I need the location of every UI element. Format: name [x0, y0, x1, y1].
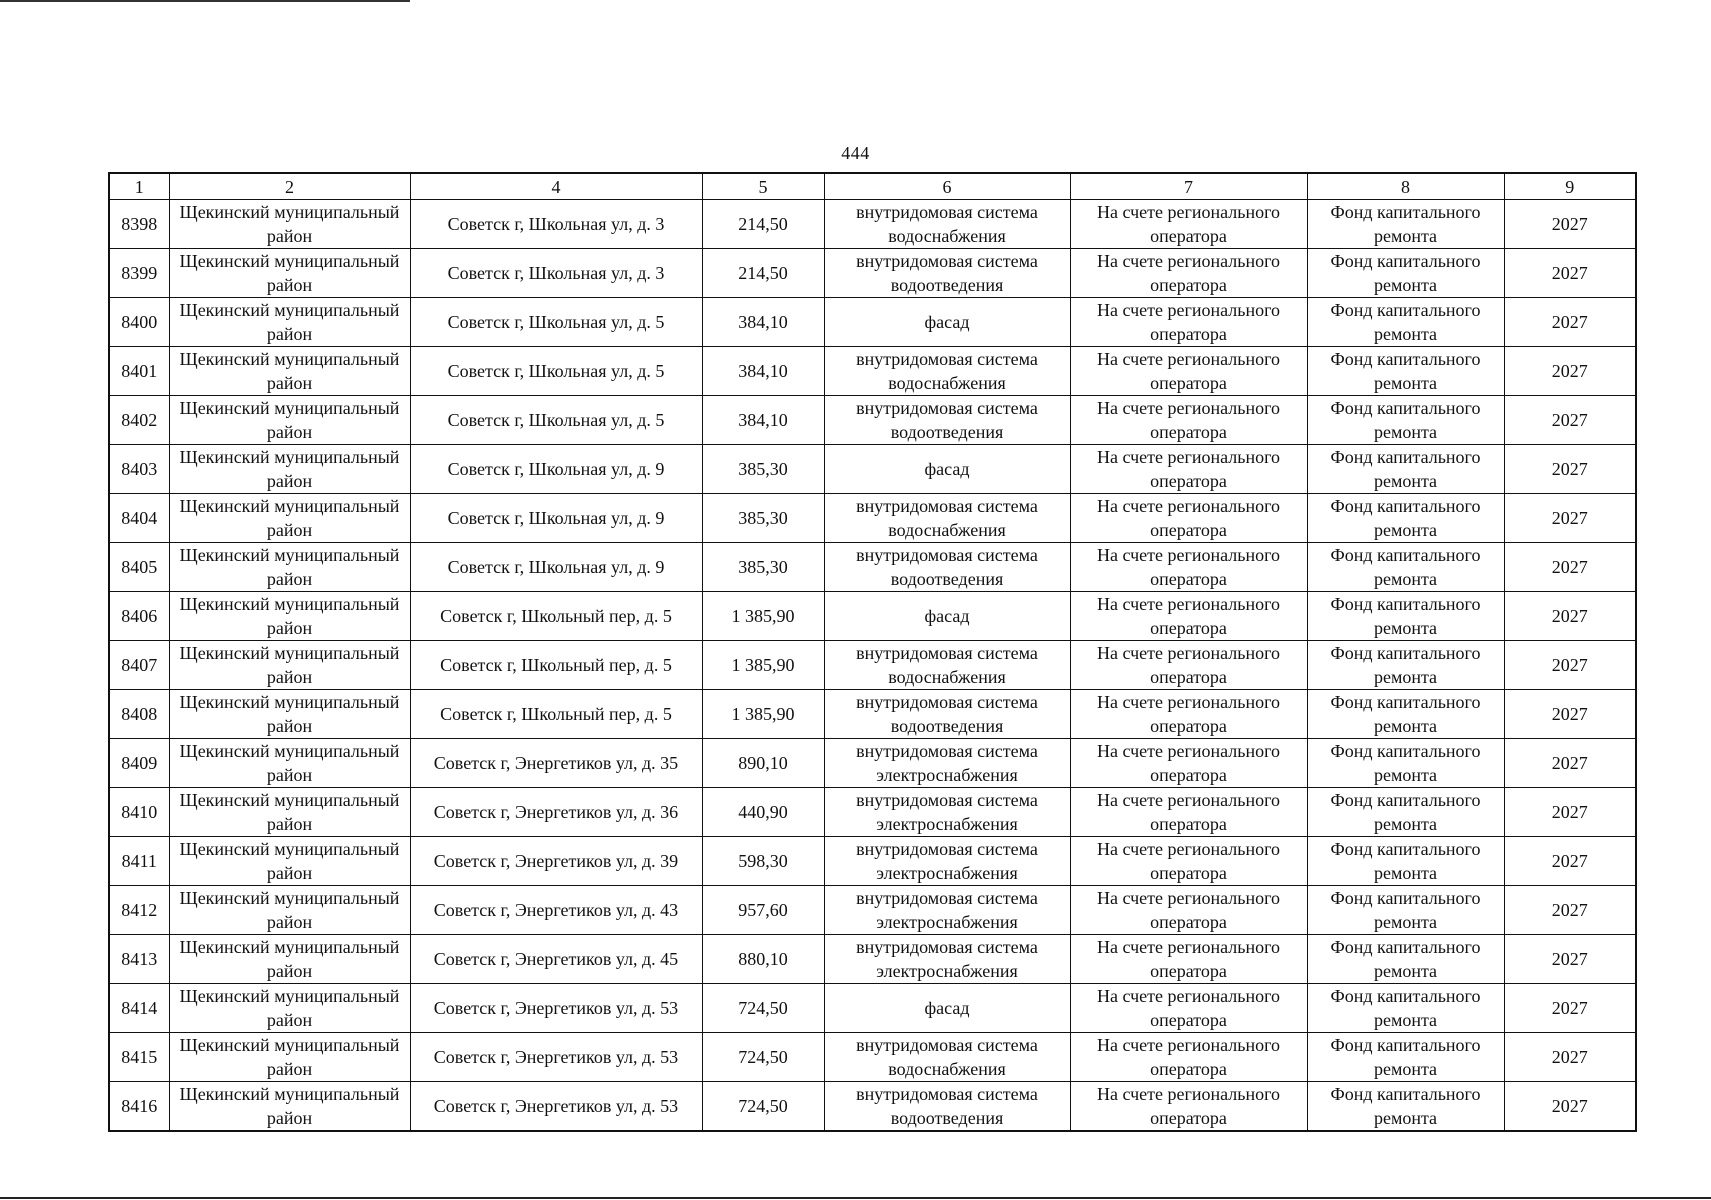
column-header: 6 — [824, 173, 1070, 200]
row-number-cell: 8398 — [109, 200, 169, 249]
financing-source-cell: Фонд капитального ремонта — [1307, 200, 1504, 249]
table-row — [109, 739, 1636, 788]
year-cell: 2027 — [1504, 200, 1636, 249]
area-cell: 1 385,90 — [702, 592, 824, 641]
fund-account-cell: На счете регионального оператора — [1070, 445, 1307, 494]
work-type-cell: внутридомовая система водоотведения — [824, 690, 1070, 739]
address-cell: Советск г, Энергетиков ул, д. 35 — [410, 739, 702, 788]
address-cell: Советск г, Энергетиков ул, д. 53 — [410, 984, 702, 1033]
financing-source-cell: Фонд капитального ремонта — [1307, 347, 1504, 396]
district-cell: Щекинский муниципальный район — [169, 641, 410, 690]
financing-source-cell: Фонд капитального ремонта — [1307, 298, 1504, 347]
year-cell: 2027 — [1504, 739, 1636, 788]
table-row — [109, 886, 1636, 935]
district-cell: Щекинский муниципальный район — [169, 494, 410, 543]
row-number-cell: 8404 — [109, 494, 169, 543]
year-cell: 2027 — [1504, 788, 1636, 837]
address-cell: Советск г, Энергетиков ул, д. 43 — [410, 886, 702, 935]
table-row — [109, 347, 1636, 396]
district-cell: Щекинский муниципальный район — [169, 739, 410, 788]
address-cell: Советск г, Школьный пер, д. 5 — [410, 690, 702, 739]
table-row — [109, 641, 1636, 690]
area-cell: 214,50 — [702, 200, 824, 249]
row-number-cell: 8413 — [109, 935, 169, 984]
district-cell: Щекинский муниципальный район — [169, 886, 410, 935]
top-edge-rule — [0, 0, 410, 2]
row-number-cell: 8405 — [109, 543, 169, 592]
address-cell: Советск г, Школьная ул, д. 3 — [410, 249, 702, 298]
table-body — [109, 200, 1636, 1132]
financing-source-cell: Фонд капитального ремонта — [1307, 984, 1504, 1033]
work-type-cell: внутридомовая система электроснабжения — [824, 886, 1070, 935]
fund-account-cell: На счете регионального оператора — [1070, 592, 1307, 641]
row-number-cell: 8410 — [109, 788, 169, 837]
work-type-cell: фасад — [824, 592, 1070, 641]
fund-account-cell: На счете регионального оператора — [1070, 494, 1307, 543]
row-number-cell: 8415 — [109, 1033, 169, 1082]
row-number-cell: 8411 — [109, 837, 169, 886]
address-cell: Советск г, Школьный пер, д. 5 — [410, 592, 702, 641]
area-cell: 384,10 — [702, 396, 824, 445]
year-cell: 2027 — [1504, 984, 1636, 1033]
year-cell: 2027 — [1504, 592, 1636, 641]
row-number-cell: 8408 — [109, 690, 169, 739]
year-cell: 2027 — [1504, 690, 1636, 739]
financing-source-cell: Фонд капитального ремонта — [1307, 886, 1504, 935]
table-row — [109, 837, 1636, 886]
area-cell: 385,30 — [702, 445, 824, 494]
row-number-cell: 8400 — [109, 298, 169, 347]
work-type-cell: внутридомовая система электроснабжения — [824, 739, 1070, 788]
area-cell: 1 385,90 — [702, 641, 824, 690]
capital-repair-table — [108, 172, 1637, 1132]
page-number: 444 — [841, 143, 870, 163]
address-cell: Советск г, Энергетиков ул, д. 39 — [410, 837, 702, 886]
area-cell: 880,10 — [702, 935, 824, 984]
year-cell: 2027 — [1504, 543, 1636, 592]
district-cell: Щекинский муниципальный район — [169, 984, 410, 1033]
financing-source-cell: Фонд капитального ремонта — [1307, 445, 1504, 494]
area-cell: 1 385,90 — [702, 690, 824, 739]
fund-account-cell: На счете регионального оператора — [1070, 984, 1307, 1033]
row-number-cell: 8409 — [109, 739, 169, 788]
work-type-cell: внутридомовая система водоснабжения — [824, 347, 1070, 396]
work-type-cell: внутридомовая система водоотведения — [824, 543, 1070, 592]
fund-account-cell: На счете регионального оператора — [1070, 837, 1307, 886]
fund-account-cell: На счете регионального оператора — [1070, 1082, 1307, 1132]
year-cell: 2027 — [1504, 249, 1636, 298]
address-cell: Советск г, Энергетиков ул, д. 53 — [410, 1033, 702, 1082]
district-cell: Щекинский муниципальный район — [169, 249, 410, 298]
work-type-cell: внутридомовая система водоснабжения — [824, 1033, 1070, 1082]
district-cell: Щекинский муниципальный район — [169, 347, 410, 396]
district-cell: Щекинский муниципальный район — [169, 592, 410, 641]
year-cell: 2027 — [1504, 298, 1636, 347]
district-cell: Щекинский муниципальный район — [169, 1082, 410, 1132]
address-cell: Советск г, Школьная ул, д. 9 — [410, 543, 702, 592]
financing-source-cell: Фонд капитального ремонта — [1307, 935, 1504, 984]
district-cell: Щекинский муниципальный район — [169, 935, 410, 984]
work-type-cell: внутридомовая система водоснабжения — [824, 641, 1070, 690]
district-cell: Щекинский муниципальный район — [169, 1033, 410, 1082]
column-number-row — [109, 173, 1636, 200]
fund-account-cell: На счете регионального оператора — [1070, 200, 1307, 249]
table-row — [109, 1082, 1636, 1132]
area-cell: 384,10 — [702, 347, 824, 396]
address-cell: Советск г, Школьная ул, д. 9 — [410, 494, 702, 543]
fund-account-cell: На счете регионального оператора — [1070, 788, 1307, 837]
financing-source-cell: Фонд капитального ремонта — [1307, 1033, 1504, 1082]
year-cell: 2027 — [1504, 396, 1636, 445]
district-cell: Щекинский муниципальный район — [169, 543, 410, 592]
table-row — [109, 592, 1636, 641]
district-cell: Щекинский муниципальный район — [169, 396, 410, 445]
financing-source-cell: Фонд капитального ремонта — [1307, 837, 1504, 886]
financing-source-cell: Фонд капитального ремонта — [1307, 592, 1504, 641]
table-row — [109, 984, 1636, 1033]
area-cell: 890,10 — [702, 739, 824, 788]
area-cell: 598,30 — [702, 837, 824, 886]
fund-account-cell: На счете регионального оператора — [1070, 641, 1307, 690]
row-number-cell: 8414 — [109, 984, 169, 1033]
financing-source-cell: Фонд капитального ремонта — [1307, 690, 1504, 739]
table-row — [109, 200, 1636, 249]
year-cell: 2027 — [1504, 641, 1636, 690]
financing-source-cell: Фонд капитального ремонта — [1307, 543, 1504, 592]
column-header: 9 — [1504, 173, 1636, 200]
table-row — [109, 1033, 1636, 1082]
year-cell: 2027 — [1504, 494, 1636, 543]
row-number-cell: 8399 — [109, 249, 169, 298]
fund-account-cell: На счете регионального оператора — [1070, 396, 1307, 445]
area-cell: 385,30 — [702, 543, 824, 592]
work-type-cell: фасад — [824, 445, 1070, 494]
fund-account-cell: На счете регионального оператора — [1070, 347, 1307, 396]
work-type-cell: внутридомовая система электроснабжения — [824, 788, 1070, 837]
table-row — [109, 935, 1636, 984]
area-cell: 957,60 — [702, 886, 824, 935]
row-number-cell: 8412 — [109, 886, 169, 935]
work-type-cell: внутридомовая система электроснабжения — [824, 837, 1070, 886]
column-header: 4 — [410, 173, 702, 200]
work-type-cell: фасад — [824, 298, 1070, 347]
year-cell: 2027 — [1504, 837, 1636, 886]
district-cell: Щекинский муниципальный район — [169, 200, 410, 249]
year-cell: 2027 — [1504, 886, 1636, 935]
fund-account-cell: На счете регионального оператора — [1070, 886, 1307, 935]
district-cell: Щекинский муниципальный район — [169, 445, 410, 494]
year-cell: 2027 — [1504, 445, 1636, 494]
address-cell: Советск г, Школьная ул, д. 5 — [410, 396, 702, 445]
financing-source-cell: Фонд капитального ремонта — [1307, 396, 1504, 445]
district-cell: Щекинский муниципальный район — [169, 298, 410, 347]
work-type-cell: внутридомовая система электроснабжения — [824, 935, 1070, 984]
bottom-edge-rule — [0, 1197, 1711, 1199]
table-row — [109, 543, 1636, 592]
column-header: 7 — [1070, 173, 1307, 200]
table-row — [109, 788, 1636, 837]
table-row — [109, 690, 1636, 739]
address-cell: Советск г, Энергетиков ул, д. 36 — [410, 788, 702, 837]
work-type-cell: внутридомовая система водоотведения — [824, 249, 1070, 298]
fund-account-cell: На счете регионального оператора — [1070, 543, 1307, 592]
financing-source-cell: Фонд капитального ремонта — [1307, 494, 1504, 543]
area-cell: 724,50 — [702, 984, 824, 1033]
address-cell: Советск г, Школьная ул, д. 5 — [410, 298, 702, 347]
financing-source-cell: Фонд капитального ремонта — [1307, 641, 1504, 690]
work-type-cell: внутридомовая система водоотведения — [824, 1082, 1070, 1132]
column-header: 8 — [1307, 173, 1504, 200]
financing-source-cell: Фонд капитального ремонта — [1307, 1082, 1504, 1132]
financing-source-cell: Фонд капитального ремонта — [1307, 739, 1504, 788]
address-cell: Советск г, Энергетиков ул, д. 53 — [410, 1082, 702, 1132]
fund-account-cell: На счете регионального оператора — [1070, 249, 1307, 298]
column-header: 2 — [169, 173, 410, 200]
year-cell: 2027 — [1504, 1033, 1636, 1082]
row-number-cell: 8406 — [109, 592, 169, 641]
fund-account-cell: На счете регионального оператора — [1070, 298, 1307, 347]
year-cell: 2027 — [1504, 347, 1636, 396]
row-number-cell: 8407 — [109, 641, 169, 690]
work-type-cell: внутридомовая система водоснабжения — [824, 200, 1070, 249]
work-type-cell: внутридомовая система водоснабжения — [824, 494, 1070, 543]
row-number-cell: 8402 — [109, 396, 169, 445]
table-row — [109, 494, 1636, 543]
table-row — [109, 396, 1636, 445]
fund-account-cell: На счете регионального оператора — [1070, 935, 1307, 984]
address-cell: Советск г, Школьная ул, д. 9 — [410, 445, 702, 494]
table-row — [109, 249, 1636, 298]
address-cell: Советск г, Школьная ул, д. 5 — [410, 347, 702, 396]
district-cell: Щекинский муниципальный район — [169, 690, 410, 739]
fund-account-cell: На счете регионального оператора — [1070, 690, 1307, 739]
financing-source-cell: Фонд капитального ремонта — [1307, 249, 1504, 298]
district-cell: Щекинский муниципальный район — [169, 788, 410, 837]
area-cell: 385,30 — [702, 494, 824, 543]
area-cell: 724,50 — [702, 1082, 824, 1132]
year-cell: 2027 — [1504, 935, 1636, 984]
work-type-cell: фасад — [824, 984, 1070, 1033]
address-cell: Советск г, Школьный пер, д. 5 — [410, 641, 702, 690]
table-row — [109, 298, 1636, 347]
area-cell: 724,50 — [702, 1033, 824, 1082]
row-number-cell: 8401 — [109, 347, 169, 396]
area-cell: 384,10 — [702, 298, 824, 347]
work-type-cell: внутридомовая система водоотведения — [824, 396, 1070, 445]
fund-account-cell: На счете регионального оператора — [1070, 1033, 1307, 1082]
financing-source-cell: Фонд капитального ремонта — [1307, 788, 1504, 837]
row-number-cell: 8416 — [109, 1082, 169, 1132]
district-cell: Щекинский муниципальный район — [169, 837, 410, 886]
area-cell: 440,90 — [702, 788, 824, 837]
fund-account-cell: На счете регионального оператора — [1070, 739, 1307, 788]
table-row — [109, 445, 1636, 494]
address-cell: Советск г, Энергетиков ул, д. 45 — [410, 935, 702, 984]
row-number-cell: 8403 — [109, 445, 169, 494]
address-cell: Советск г, Школьная ул, д. 3 — [410, 200, 702, 249]
area-cell: 214,50 — [702, 249, 824, 298]
column-header: 5 — [702, 173, 824, 200]
year-cell: 2027 — [1504, 1082, 1636, 1132]
column-header: 1 — [109, 173, 169, 200]
